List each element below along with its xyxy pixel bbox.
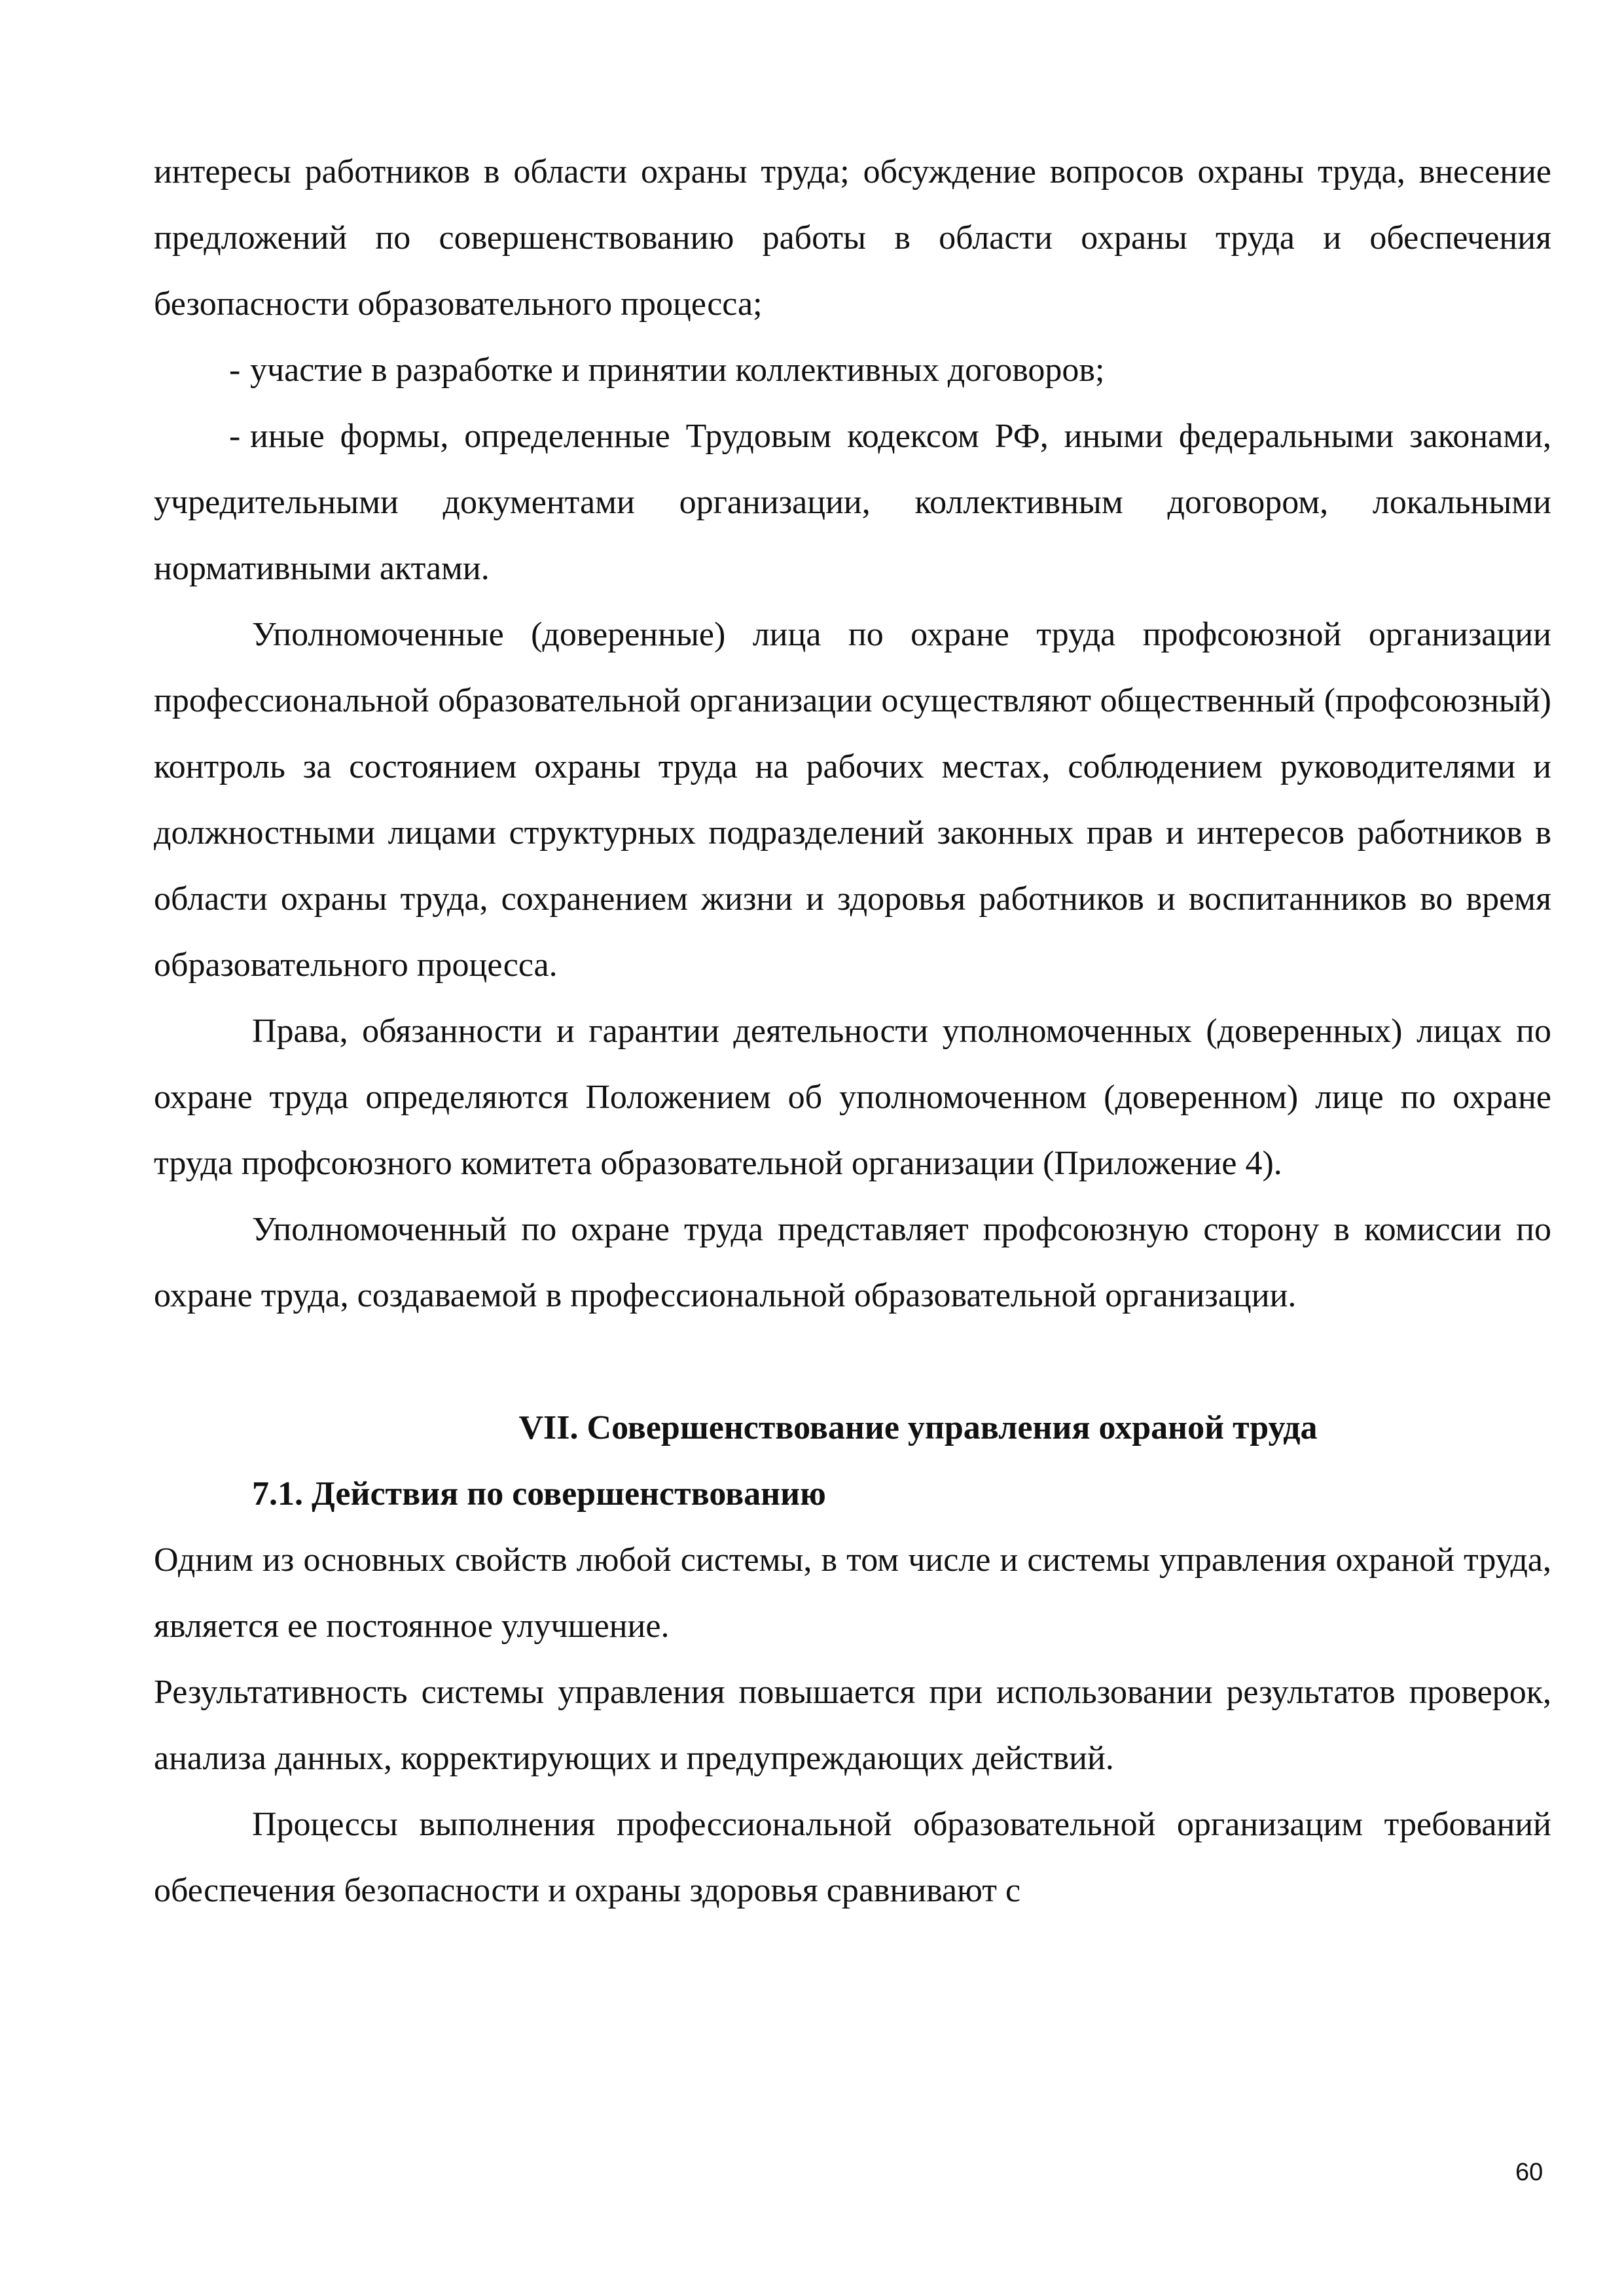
paragraph-authorized-persons: Уполномоченные (доверенные) лица по охране труда профсоюзной организации профессиональной образовательной организации осуществляют общественный (профсоюзный) контроль за состоянием охраны труда на рабочих местах, соблюдением руководителями и должностными лицами структурных подразделений законных прав и интересов работников в области охраны труда, сохранением жизни и здоровья работников и воспитанников во время образовательного процесса. bbox=[154, 616, 1551, 984]
page-number: 60 bbox=[1515, 2159, 1543, 2186]
subsection-heading: 7.1. Действия по совершенствованию bbox=[252, 1475, 826, 1513]
list-dash: - bbox=[229, 351, 241, 389]
list-item-text: иные формы, определенные Трудовым кодексом РФ, иными федеральными законами, учредительными документами организации, коллективным договором, локальными нормативными актами. bbox=[154, 418, 1551, 587]
paragraph-representative: Уполномоченный по охране труда представляет профсоюзную сторону в комиссии по охране труда, создаваемой в профессиональной образовательной организации. bbox=[154, 1211, 1551, 1314]
paragraph-effectiveness: Результативность системы управления повышается при использовании результатов проверок, анализа данных, корректирующих и предупреждающих действий. bbox=[154, 1674, 1551, 1777]
paragraph-workers-interests: интересы работников в области охраны труда; обсуждение вопросов охраны труда, внесение предложений по совершенствованию работы в области охраны труда и обеспечения безопасности образовательного процесса; bbox=[154, 153, 1551, 323]
section-heading: VII. Совершенствование управления охраной труда bbox=[518, 1409, 1318, 1446]
list-dash: - bbox=[229, 418, 241, 455]
list-item-text: участие в разработке и принятии коллективных договоров; bbox=[250, 351, 1105, 389]
list-item-collective-agreements bbox=[229, 337, 1551, 403]
section-spacer bbox=[154, 1329, 1551, 1395]
paragraph-rights-duties: Права, обязанности и гарантии деятельности уполномоченных (доверенных) лицах по охране труда определяются Положением об уполномоченном (доверенном) лице по охране труда профсоюзного комитета образовательной организации (Приложение 4). bbox=[154, 1013, 1551, 1182]
paragraph-improvement: Одним из основных свойств любой системы, в том числе и системы управления охраной труда, является ее постоянное улучшение. bbox=[154, 1541, 1551, 1645]
document-page bbox=[154, 139, 1551, 2233]
list-item-other-forms bbox=[154, 403, 1551, 601]
paragraph-processes: Процессы выполнения профессиональной образовательной организацим требований обеспечения безопасности и охраны здоровья сравнивают с bbox=[154, 1806, 1551, 1909]
